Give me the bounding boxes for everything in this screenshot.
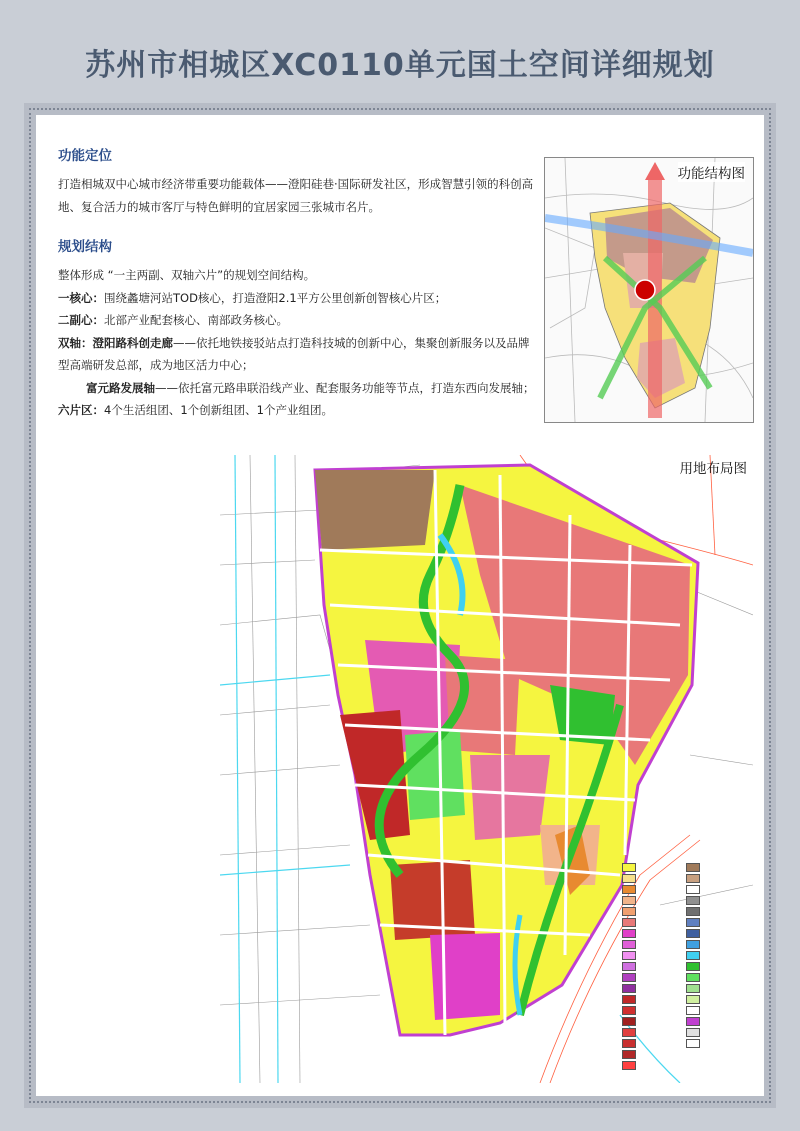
structure-core [58, 287, 538, 309]
legend-column-left [622, 862, 686, 1071]
legend-item [686, 994, 750, 1005]
structure-districts [58, 399, 538, 421]
legend-item [686, 1016, 750, 1027]
legend-item [622, 994, 686, 1005]
legend-item [686, 873, 750, 884]
legend-item [686, 939, 750, 950]
functional-positioning-heading: 功能定位 [58, 148, 112, 164]
legend-item [686, 983, 750, 994]
legend-item [686, 961, 750, 972]
core-label: 一核心： [58, 290, 104, 305]
planning-text [58, 143, 538, 421]
legend-item [622, 1005, 686, 1016]
legend-column-right [686, 862, 750, 1049]
planning-structure-heading: 规划结构 [58, 239, 112, 256]
function-structure-map [544, 157, 754, 423]
functional-positioning-text: 打造相城双中心城市经济带重要功能载体——澄阳硅巷·国际研发社区，形成智慧引领的科创高地、复合活力的城市客厅与特色鲜明的宜居家园三张城市名片。 [58, 177, 534, 214]
legend-item [622, 1027, 686, 1038]
legend-item [622, 895, 686, 906]
legend-item [622, 928, 686, 939]
function-map-graphic [545, 158, 753, 422]
land-use-legend [622, 862, 750, 1071]
axis2-label: 富元路发展轴 [86, 380, 155, 395]
land-use-map-title: 用地布局图 [679, 461, 747, 477]
legend-item [686, 917, 750, 928]
axis2-text: ——依托富元路串联沿线产业、配套服务功能等节点，打造东西向发展轴； [155, 380, 535, 395]
legend-item [622, 939, 686, 950]
structure-sub-cores [58, 309, 538, 331]
legend-item [622, 1038, 686, 1049]
legend-item [686, 906, 750, 917]
sub-cores-label: 二副心： [58, 313, 104, 328]
legend-item [622, 1016, 686, 1027]
structure-intro: 整体形成 “一主两副、双轴六片”的规划空间结构。 [58, 268, 316, 283]
legend-item [622, 862, 686, 873]
axis1-label: 双轴：澄阳路科创走廊 [58, 335, 173, 350]
legend-item [686, 895, 750, 906]
legend-item [686, 928, 750, 939]
legend-item [622, 873, 686, 884]
districts-text: 4个生活组团、1个创新组团、1个产业组团。 [104, 403, 333, 417]
sub-cores-text: 北部产业配套核心、南部政务核心。 [104, 313, 288, 328]
legend-item [622, 917, 686, 928]
page-title: 苏州市相城区XC0110单元国土空间详细规划 [85, 48, 715, 83]
legend-item [686, 1005, 750, 1016]
axis1-text: ——依托地铁接驳站点打造科技城的创新中心，集聚创新服务以及品牌型高端研发总部，成为地区活力中心； [58, 335, 530, 373]
structure-axis2 [58, 377, 538, 399]
legend-item [686, 1038, 750, 1049]
legend-item [622, 906, 686, 917]
structure-axis1 [58, 332, 538, 377]
legend-item [622, 1060, 686, 1071]
legend-item [622, 961, 686, 972]
function-map-title: 功能结构图 [678, 162, 746, 182]
legend-item [686, 862, 750, 873]
legend-item [622, 884, 686, 895]
legend-item [686, 1027, 750, 1038]
core-text: 围绕蠡塘河站TOD核心，打造澄阳2.1平方公里创新创智核心片区； [104, 290, 447, 305]
legend-item [622, 983, 686, 994]
legend-item [622, 1049, 686, 1060]
legend-item [686, 972, 750, 983]
districts-label: 六片区： [58, 403, 104, 417]
legend-item [686, 884, 750, 895]
legend-item [686, 950, 750, 961]
legend-item [622, 950, 686, 961]
legend-item [622, 972, 686, 983]
